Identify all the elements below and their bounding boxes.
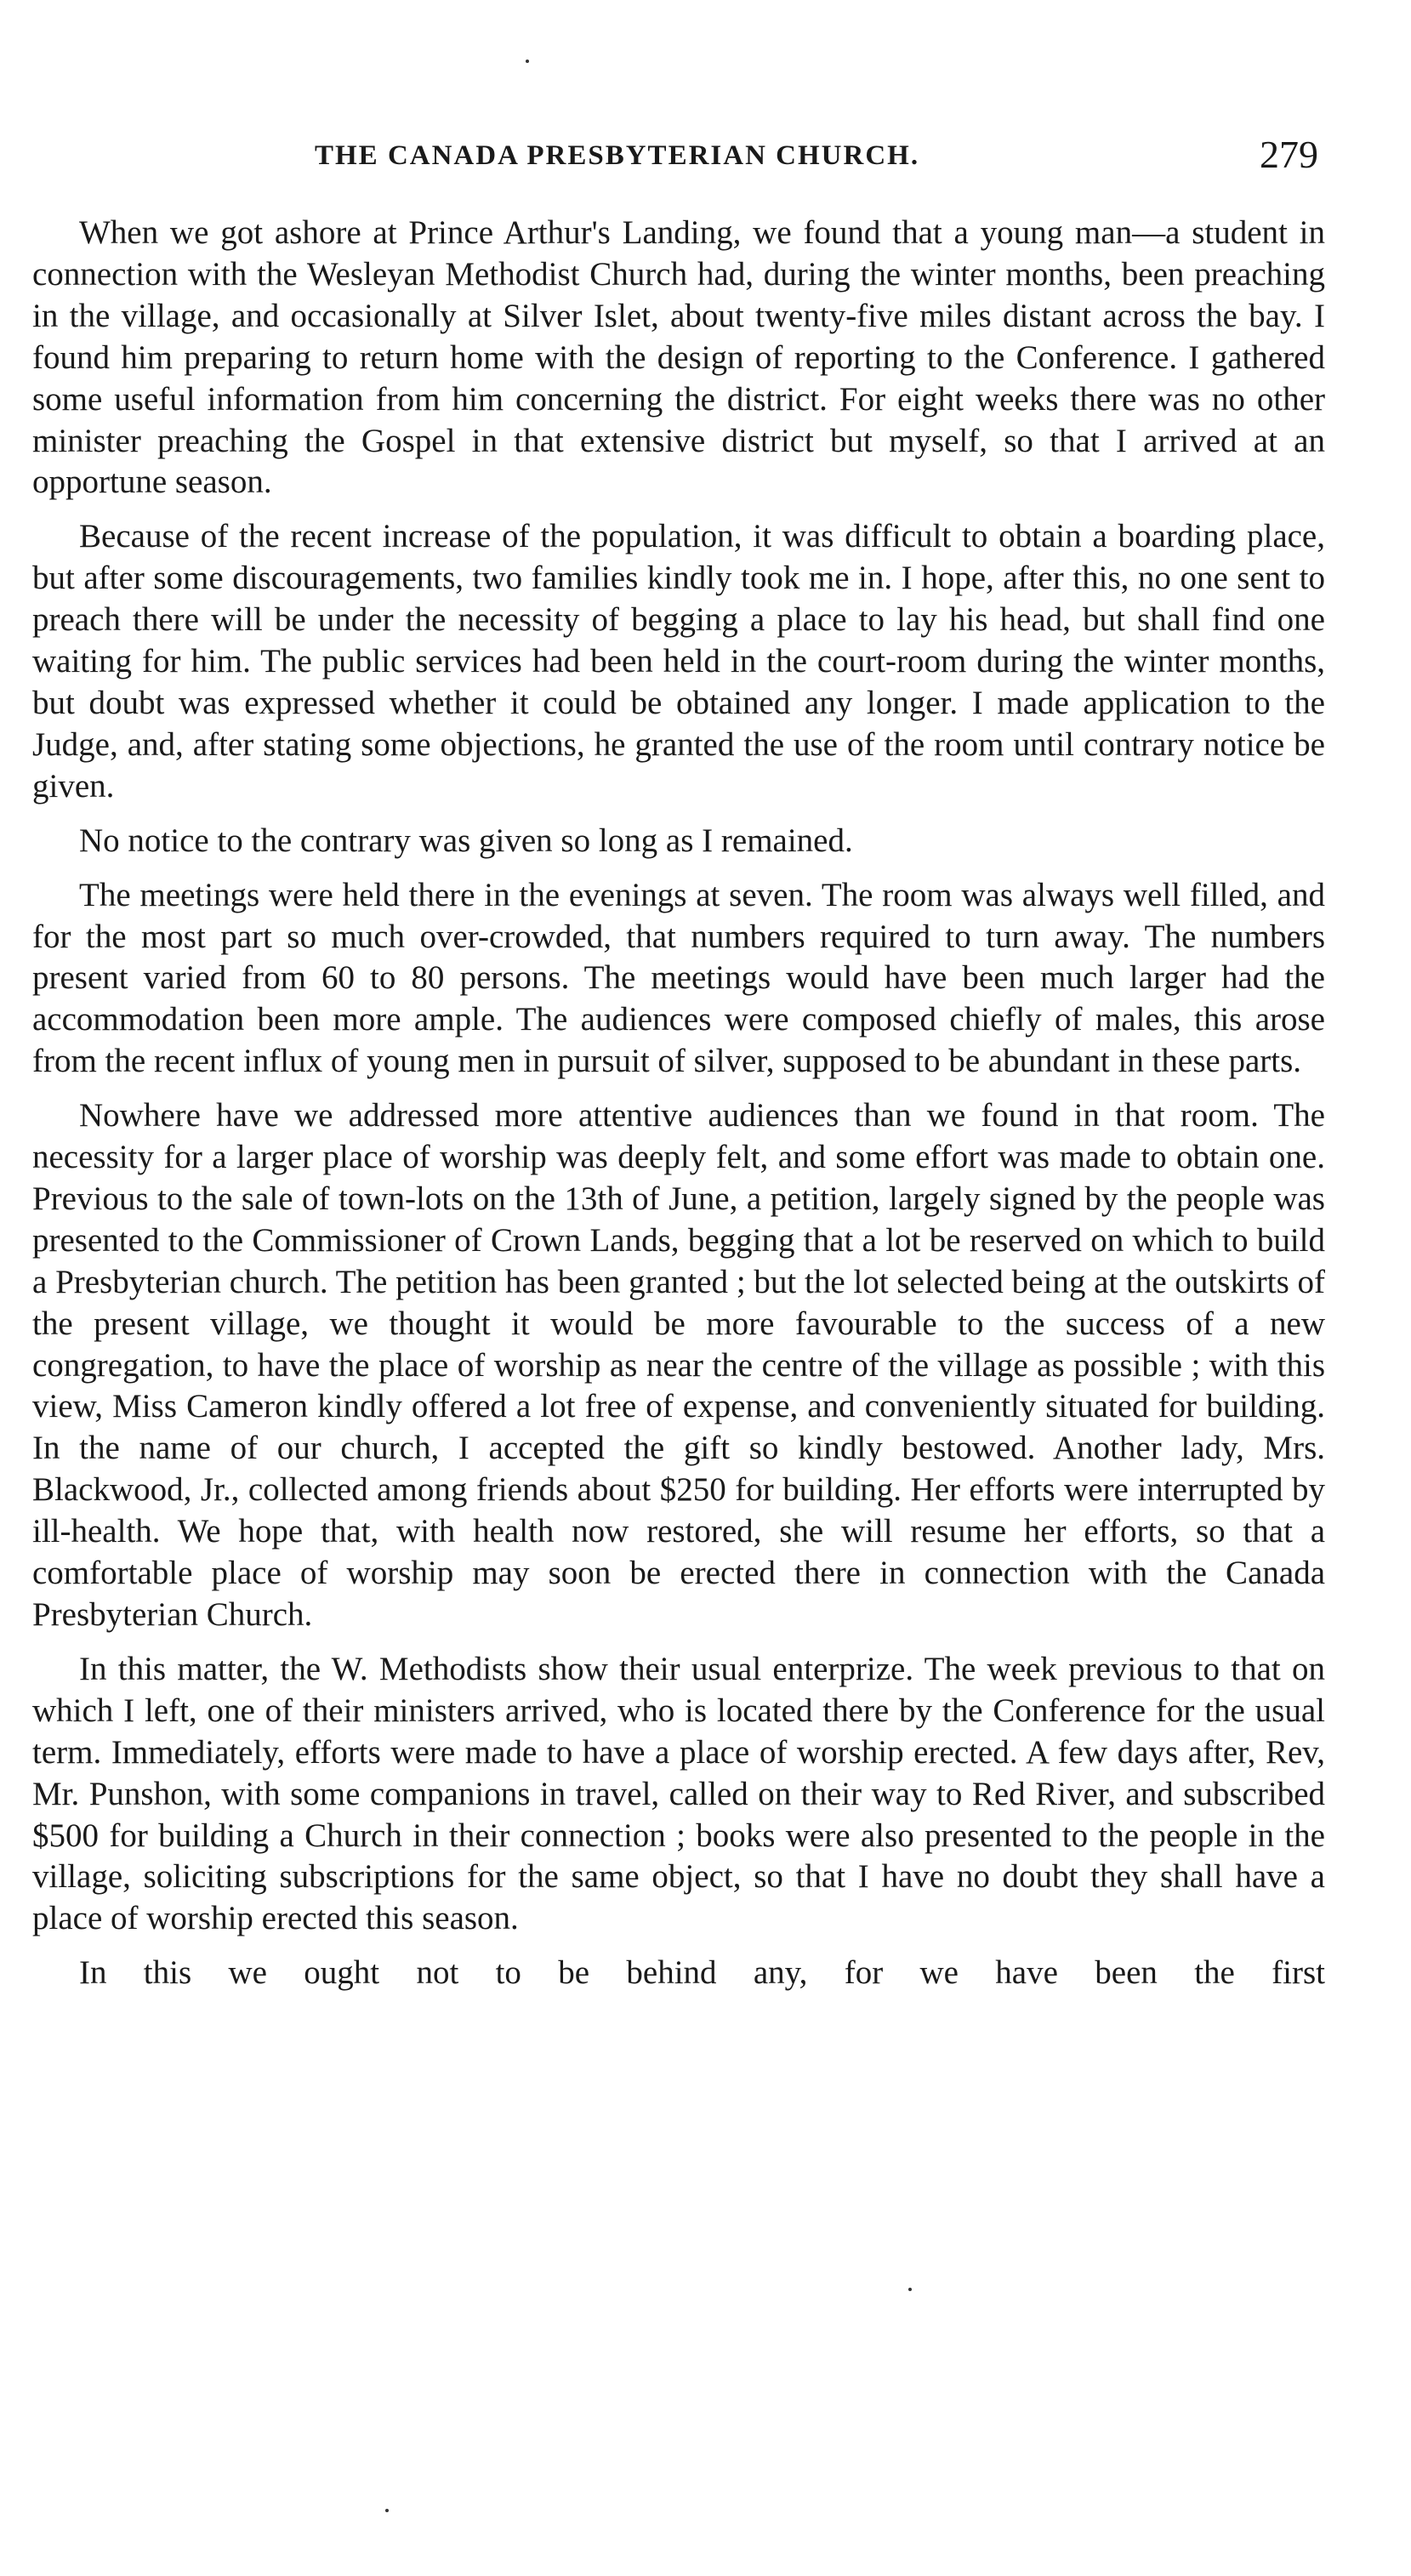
print-speck: [385, 2509, 389, 2512]
print-speck: [908, 2288, 912, 2291]
paragraph-boarding: Because of the recent increase of the population, it was difficult to obtain a boarding place, but after some discouragements, two families kindly took me in. I hope, after this, no one sent to preach there will be under the necessity of begging a place to lay his head, but shall find one waiting for him. The public services had been held in the court-room during the winter months, but doubt was expressed whether it could be obtained any longer. I made application to the Judge, and, after stating some objections, he granted the use of the room until contrary notice be given.: [32, 518, 1325, 805]
running-head: [315, 132, 1318, 183]
print-speck: [526, 60, 529, 63]
body-text: [32, 213, 1325, 2007]
paragraph-notice: No notice to the contrary was given so long as I remained.: [79, 822, 853, 859]
paragraph-church-lot: Nowhere have we addressed more attentive audiences than we found in that room. The necessity for a larger place of worship was deeply felt, and some effort was made to obtain one. Previous to the sale of town-lots on the 13th of June, a petition, largely signed by the people was presented to the Commissioner of Crown Lands, begging that a lot be reserved on which to build a Presbyterian church. The petition has been granted ; but the lot selected being at the outskirts of the present village, we thought it would be more favourable to the success of a new congregation, to have the place of worship as near the centre of the village as possible ; with this view, Miss Cameron kindly offered a lot free of expense, and conveniently situated for building. In the name of our church, I accepted the gift so kindly bestowed. Another lady, Mrs. Blackwood, Jr., collected among friends about $250 for building. Her efforts were interrupted by ill-health. We hope that, with health now restored, she will resume her efforts, so that a comfortable place of worship may soon be erected there in connection with the Canada Presbyterian Church.: [32, 1097, 1325, 1633]
paragraph-arrival: When we got ashore at Prince Arthur's Landing, we found that a young man—a student in connection with the Wesleyan Methodist Church had, during the winter months, been preaching in the village, and occasionally at Silver Islet, about twenty-five miles distant across the bay. I found him preparing to return home with the design of reporting to the Conference. I gathered some useful information from him concerning the district. For eight weeks there was no other minister preaching the Gospel in that extensive district but myself, so that I arrived at an opportune season.: [32, 214, 1325, 501]
running-title: THE CANADA PRESBYTERIAN CHURCH.: [315, 140, 920, 171]
paragraph-final-line: In this we ought not to be behind any, for we have been the first: [79, 1954, 1325, 1992]
page-number: 279: [1260, 133, 1318, 176]
paragraph-methodists: In this matter, the W. Methodists show their usual enterprize. The week previous to that on which I left, one of their ministers arrived, who is located there by the Conference for the usual term. Immediately, efforts were made to have a place of worship erected. A few days after, Rev, Mr. Punshon, with some companions in travel, called on their way to Red River, and subscribed $500 for building a Church in their connection ; books were also presented to the people in the village, soliciting subscriptions for the same object, so that I have no doubt they shall have a place of worship erected this season.: [32, 1650, 1325, 1937]
paragraph-meetings: The meetings were held there in the evenings at seven. The room was always well filled, and for the most part so much over-crowded, that numbers required to turn away. The numbers present varied from 60 to 80 persons. The meetings would have been much larger had the accommodation been more ample. The audiences were composed chiefly of males, this arose from the recent influx of young men in pursuit of silver, supposed to be abundant in these parts.: [32, 876, 1325, 1080]
